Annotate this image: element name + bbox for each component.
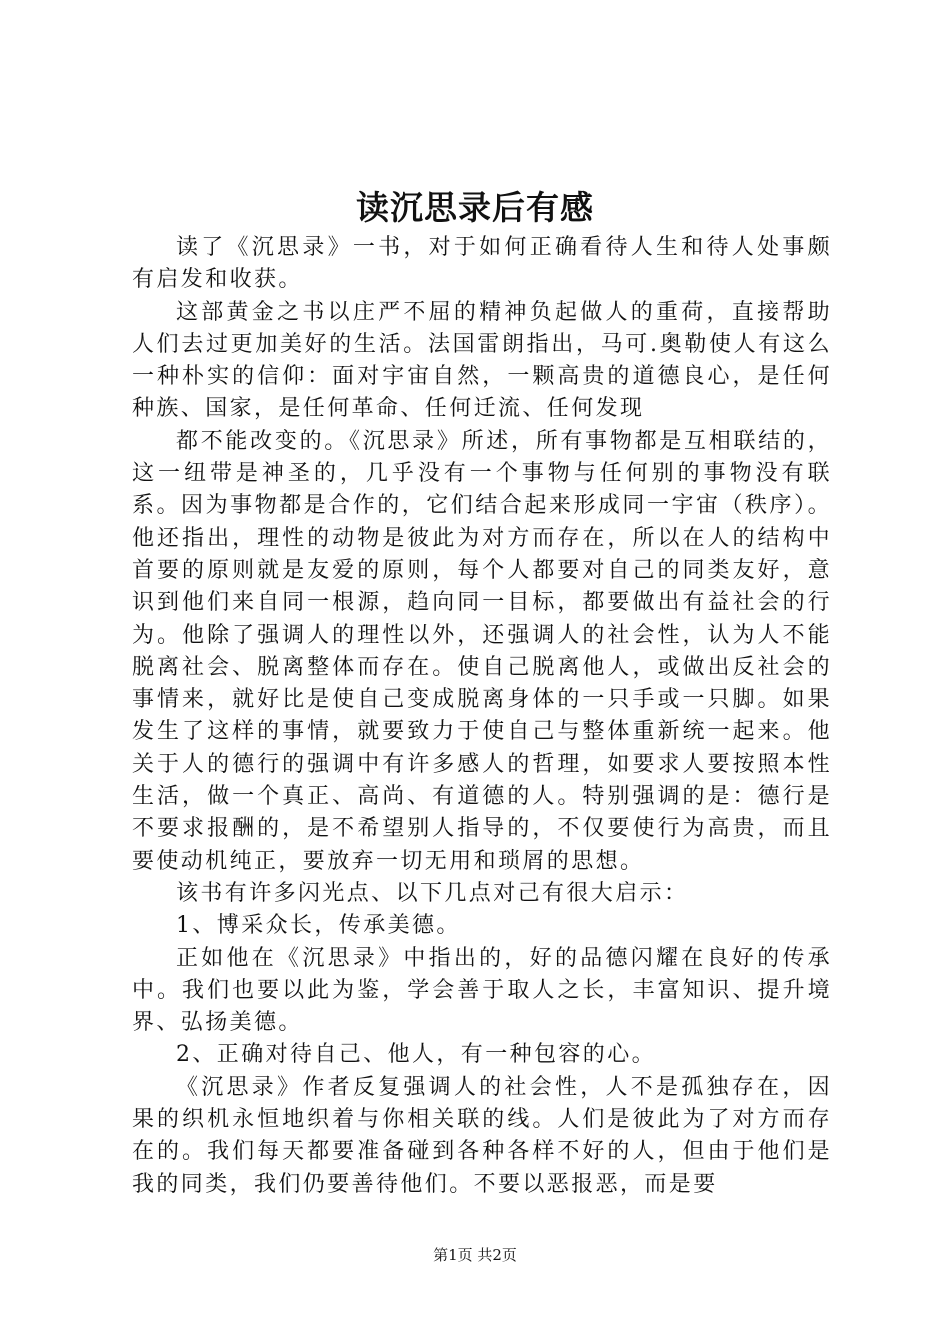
paragraph: 这部黄金之书以庄严不屈的精神负起做人的重荷，直接帮助人们去过更加美好的生活。法国雷朗指出，马可.奥勒使人有这么一种朴实的信仰：面对宇宙自然，一颗高贵的道德良心，是任何种族、国家，是任何革命、任何迁流、任何发现: [132, 299, 832, 422]
paragraph: 该书有许多闪光点、以下几点对己有很大启示：: [176, 880, 689, 906]
list-item-heading: 1、博采众长，传承美德。: [176, 913, 461, 939]
page-footer: 第1页 共2页: [433, 1246, 517, 1264]
paragraph: 读了《沉思录》一书，对于如何正确看待人生和待人处事颇有启发和收获。: [132, 235, 832, 293]
paragraph: 都不能改变的。《沉思录》所述，所有事物都是互相联结的，这一纽带是神圣的，几乎没有一个事物与任何别的事物没有联系。因为事物都是合作的，它们结合起来形成同一宇宙（秩序）。他还指出，理性的动物是彼此为对方而存在，所以在人的结构中首要的原则就是友爱的原则，每个人都要对自己的同类友好，意识到他们来自同一根源，趋向同一目标，都要做出有益社会的行为。他除了强调人的理性以外，还强调人的社会性，认为人不能脱离社会、脱离整体而存在。使自己脱离他人，或做出反社会的事情来，就好比是使自己变成脱离身体的一只手或一只脚。如果发生了这样的事情，就要致力于使自己与整体重新统一起来。他关于人的德行的强调中有许多感人的哲理，如要求人要按照本性生活，做一个真正、高尚、有道德的人。特别强调的是：德行是不要求报酬的，是不希望别人指导的，不仅要使行为高贵，而且要使动机纯正，要放弃一切无用和琐屑的思想。: [132, 428, 832, 874]
paragraph: 正如他在《沉思录》中指出的，好的品德闪耀在良好的传承中。我们也要以此为鉴，学会善于取人之长，丰富知识、提升境界、弘扬美德。: [132, 945, 832, 1036]
document-title: 读沉思录后有感: [356, 188, 594, 227]
paragraph: 《沉思录》作者反复强调人的社会性，人不是孤独存在，因果的织机永恒地织着与你相关联的线。人们是彼此为了对方而存在的。我们每天都要准备碰到各种各样不好的人，但由于他们是我的同类，我们仍要善待他们。不要以恶报恶，而是要: [132, 1074, 832, 1197]
document-body: [132, 232, 832, 1201]
list-item-heading: 2、正确对待自己、他人，有一种包容的心。: [176, 1042, 656, 1068]
